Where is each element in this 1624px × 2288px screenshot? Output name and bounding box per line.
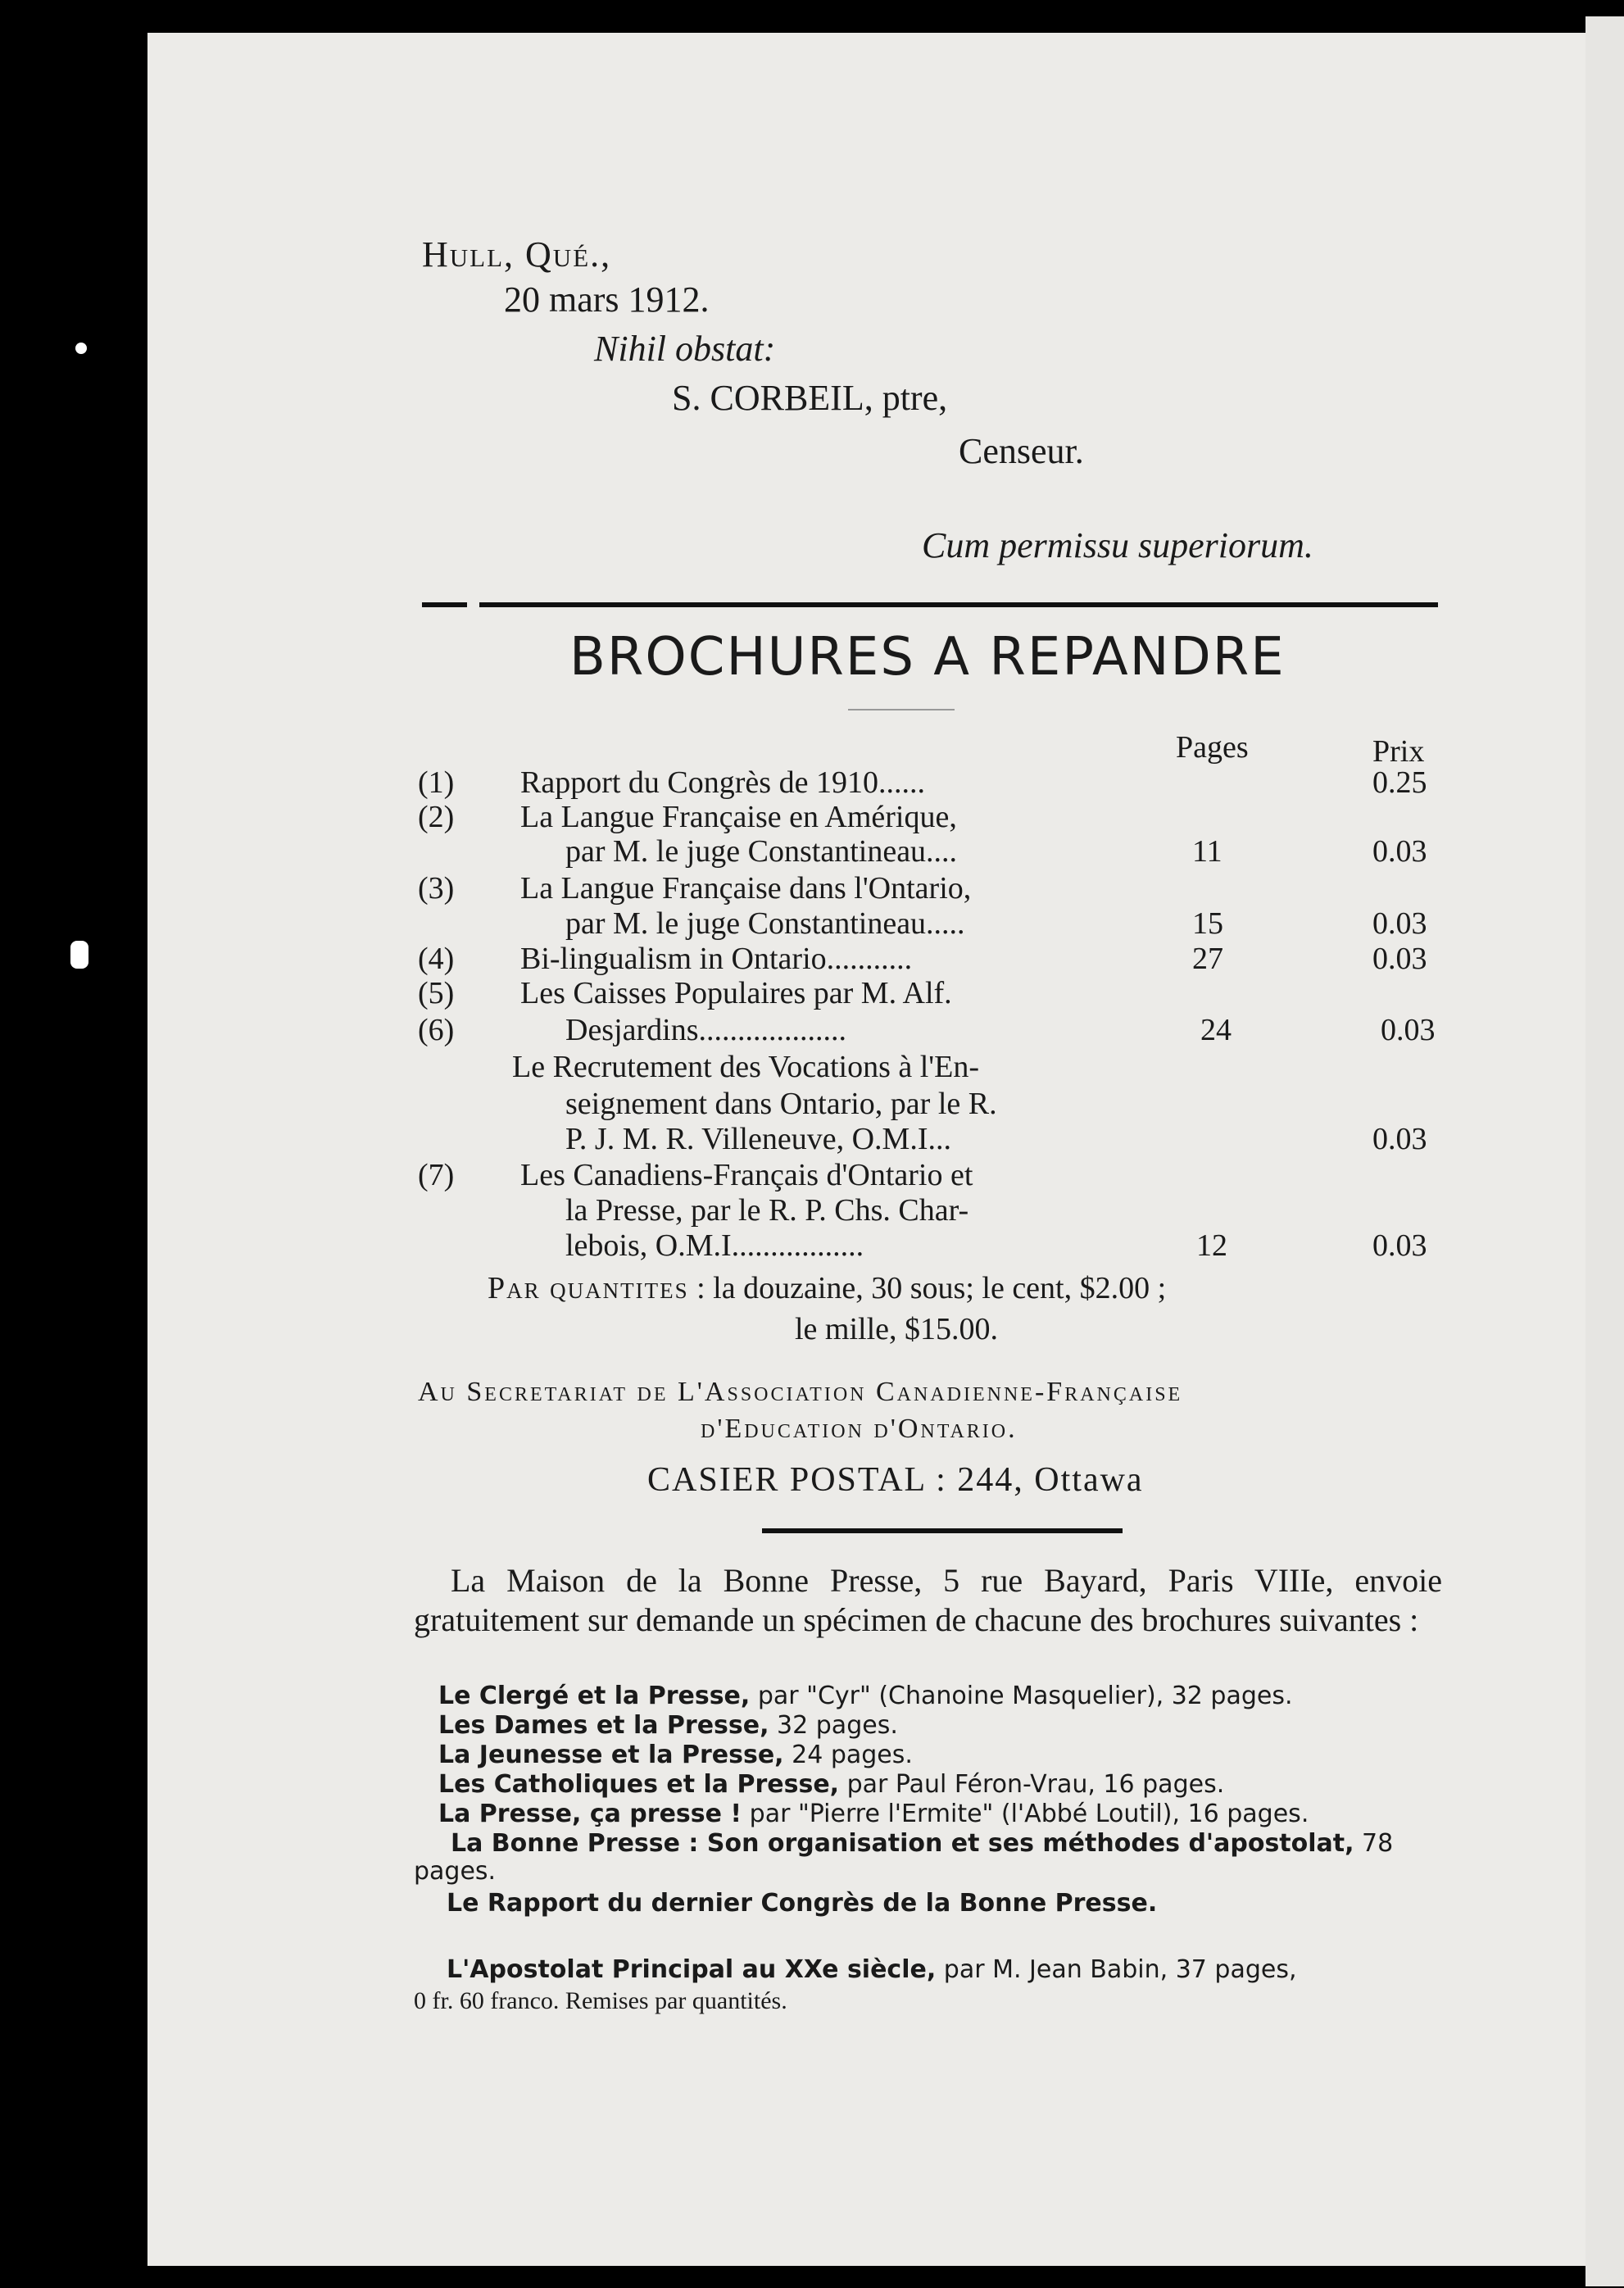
item-title: Les Catholiques et la Presse, xyxy=(438,1770,840,1799)
permission-line: Cum permissu superiorum. xyxy=(922,525,1313,565)
section-title: BROCHURES A REPANDRE xyxy=(569,627,1286,688)
brochure-pages: 15 xyxy=(1192,906,1223,941)
brochure-price: 0.03 xyxy=(1372,834,1427,869)
brochure-title-line: La Langue Française dans l'Ontario, xyxy=(520,871,972,906)
bonne-presse-item xyxy=(438,1741,913,1769)
bonne-presse-item xyxy=(451,1829,1393,1858)
bonne-presse-item xyxy=(438,1682,1293,1710)
item-detail: par "Pierre l'Ermite" (l'Abbé Loutil), 16 pages. xyxy=(742,1800,1309,1828)
quantities-mille: le mille, $15.00. xyxy=(795,1312,999,1346)
item-detail: 24 pages. xyxy=(783,1741,913,1769)
item-detail: 78 xyxy=(1354,1829,1394,1858)
brochure-number: (6) xyxy=(418,1013,455,1047)
title-underline xyxy=(848,709,955,710)
brochure-number: (4) xyxy=(418,942,455,976)
section-rule-long xyxy=(479,602,1438,607)
secretariat-line: d'Education d'Ontario. xyxy=(701,1414,1018,1444)
item-detail: par "Cyr" (Chanoine Masquelier), 32 pages. xyxy=(750,1682,1293,1710)
imprimatur-nihil-obstat: Nihil obstat: xyxy=(594,329,776,369)
column-header-prix: Prix xyxy=(1372,734,1425,769)
apostolat-price-line: 0 fr. 60 franco. Remises par quantités. xyxy=(414,1987,787,2014)
brochure-number: (2) xyxy=(418,800,455,834)
brochure-title-line: La Langue Française en Amérique, xyxy=(520,800,957,834)
adjacent-page-edge xyxy=(1585,16,1624,2286)
apostolat-title: L'Apostolat Principal au XXe siècle, xyxy=(447,1955,937,1984)
section-rule-short xyxy=(422,602,467,607)
brochure-title-line: Rapport du Congrès de 1910...... xyxy=(520,765,925,800)
item-detail: par Paul Féron-Vrau, 16 pages. xyxy=(839,1770,1225,1799)
item-detail: pages. xyxy=(414,1857,497,1886)
divider-rule xyxy=(762,1528,1123,1533)
bonne-presse-item xyxy=(414,1857,496,1886)
item-title: La Jeunesse et la Presse, xyxy=(438,1741,784,1769)
brochure-number: (7) xyxy=(418,1158,455,1192)
brochure-number: (3) xyxy=(418,871,455,906)
scan-speck xyxy=(70,941,88,969)
secretariat-line: Au Secretariat de L'Association Canadienne-Française xyxy=(418,1377,1183,1407)
brochure-price: 0.03 xyxy=(1372,1228,1427,1263)
item-detail: 32 pages. xyxy=(769,1711,898,1740)
brochure-price: 0.03 xyxy=(1372,942,1427,976)
quantities-prices: : la douzaine, 30 sous; le cent, $2.00 ; xyxy=(696,1271,1167,1305)
brochure-price: 0.25 xyxy=(1372,765,1427,800)
brochure-title-line: P. J. M. R. Villeneuve, O.M.I... xyxy=(565,1122,951,1156)
bonne-presse-item xyxy=(438,1711,898,1740)
imprimatur-place: Hull, Qué., xyxy=(422,234,612,275)
censor-name: S. CORBEIL, ptre, xyxy=(672,378,948,418)
bonne-presse-intro: La Maison de la Bonne Presse, 5 rue Bayard, Paris VIIIe, envoie gratuitement sur demande un spécimen de chacune des brochures suivantes : xyxy=(414,1562,1442,1638)
imprimatur-date: 20 mars 1912. xyxy=(504,279,710,320)
brochure-title-line: par M. le juge Constantineau..... xyxy=(565,906,965,941)
bonne-presse-item xyxy=(447,1889,1157,1918)
brochure-title-line: Le Recrutement des Vocations à l'En- xyxy=(512,1050,979,1084)
brochure-pages: 11 xyxy=(1192,834,1223,869)
brochure-number: (5) xyxy=(418,976,455,1010)
brochure-number: (1) xyxy=(418,765,455,800)
apostolat-detail: par M. Jean Babin, 37 pages, xyxy=(936,1955,1297,1984)
brochure-title-line: Les Caisses Populaires par M. Alf. xyxy=(520,976,952,1010)
brochure-pages: 24 xyxy=(1200,1013,1232,1047)
quantities-line xyxy=(488,1270,1166,1306)
brochure-price: 0.03 xyxy=(1372,1122,1427,1156)
brochure-title-line: seignement dans Ontario, par le R. xyxy=(565,1087,997,1121)
censor-role: Censeur. xyxy=(959,431,1084,471)
postal-box: CASIER POSTAL : 244, Ottawa xyxy=(647,1461,1144,1499)
item-title: La Bonne Presse : Son organisation et ses méthodes d'apostolat, xyxy=(451,1829,1354,1858)
brochure-title-line: Desjardins................... xyxy=(565,1013,847,1047)
brochure-price: 0.03 xyxy=(1372,906,1427,941)
brochure-price: 0.03 xyxy=(1381,1013,1436,1047)
brochure-title-line: Les Canadiens-Français d'Ontario et xyxy=(520,1158,973,1192)
quantities-label: Par quantites xyxy=(488,1271,689,1305)
brochure-pages: 27 xyxy=(1192,942,1223,976)
bonne-presse-item xyxy=(438,1770,1224,1799)
column-header-pages: Pages xyxy=(1176,730,1249,765)
item-title: La Presse, ça presse ! xyxy=(438,1800,742,1828)
item-title: Le Rapport du dernier Congrès de la Bonne Presse. xyxy=(447,1889,1158,1918)
brochure-title-line: par M. le juge Constantineau.... xyxy=(565,834,958,869)
apostolat-line xyxy=(447,1955,1297,1984)
brochure-title-line: lebois, O.M.I................. xyxy=(565,1228,864,1263)
brochure-title-line: la Presse, par le R. P. Chs. Char- xyxy=(565,1193,969,1228)
scan-speck xyxy=(75,343,87,354)
brochure-title-line: Bi-lingualism in Ontario........... xyxy=(520,942,913,976)
brochure-pages: 12 xyxy=(1196,1228,1227,1263)
item-title: Le Clergé et la Presse, xyxy=(438,1682,751,1710)
bonne-presse-item xyxy=(438,1800,1309,1828)
item-title: Les Dames et la Presse, xyxy=(438,1711,769,1740)
document-page xyxy=(147,33,1585,2266)
